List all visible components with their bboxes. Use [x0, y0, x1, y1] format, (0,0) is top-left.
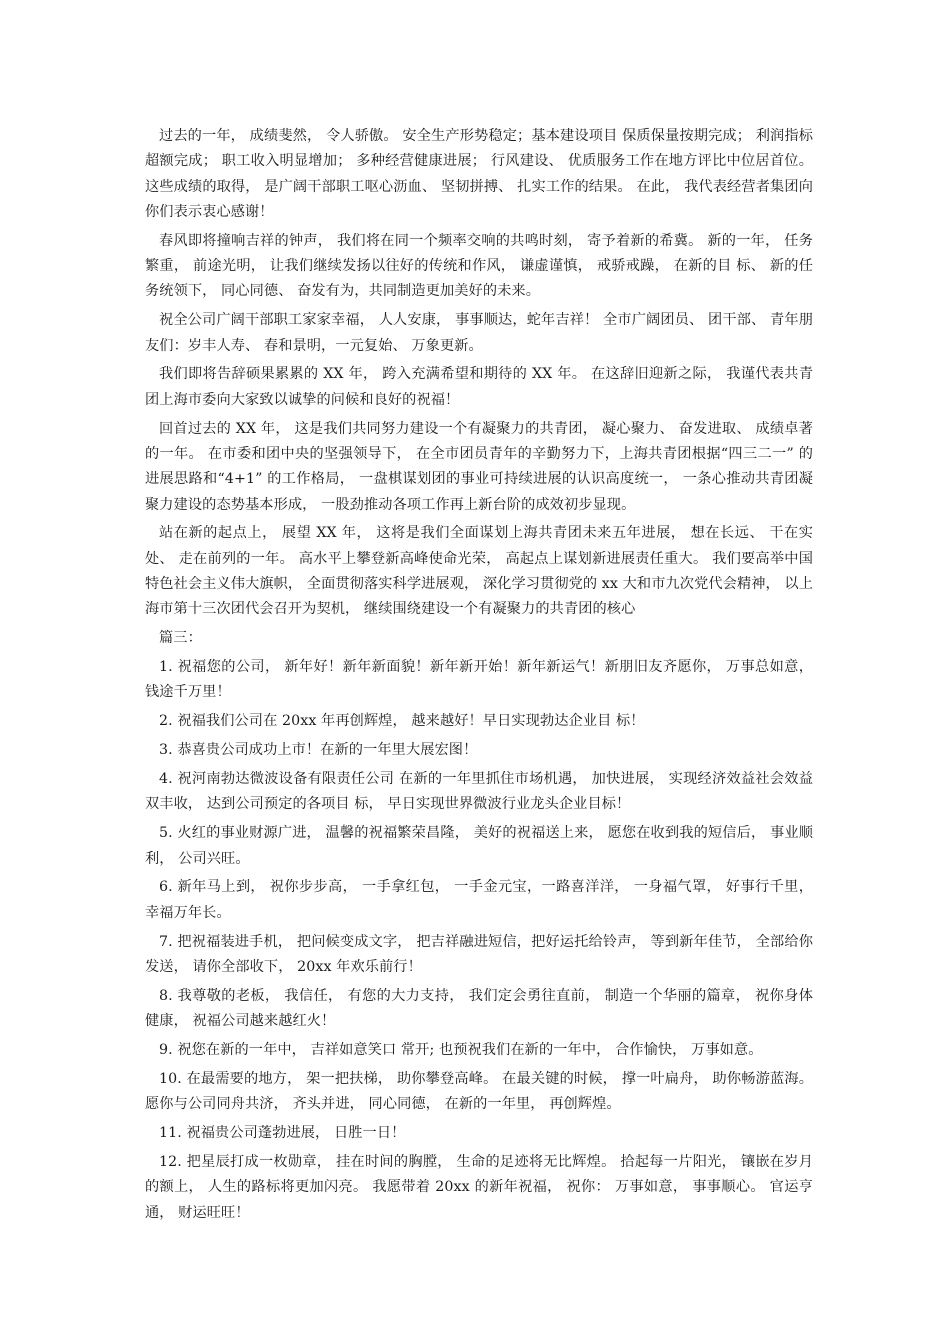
list-item: 3. 恭喜贵公司成功上市！在新的一年里大展宏图！ [159, 742, 478, 759]
list-item: 4. 祝河南勃达微波设备有限责任公司 在新的一年里抓住市场机遇， 加快进展， 实现经济效益社会效益双丰收， 达到公司预定的各项目 标， 早日实现世界微波行业龙头企业目标！ [145, 771, 813, 813]
list-item: 2. 祝福我们公司在 20xx 年再创辉煌， 越来越好！早日实现勃达企业目 标！ [159, 713, 645, 730]
list-item: 10. 在最需要的地方， 架一把扶梯， 助你攀登高峰。 在最关键的时候， 撑一叶扁舟， 助你畅游蓝海。 愿你与公司同舟共济， 齐头并进， 同心同德， 在新的一年里， 再创辉煌。 [145, 1070, 813, 1113]
paragraph-new-start: 站在新的起点上， 展望 XX 年， 这将是我们全面谋划上海共青团未来五年进展， 想在长远、 干在实处、 走在前列的一年。 高水平上攀登新高峰使命光荣， 高起点上谋划新进展责任重大。 我们要高举中国特色社会主义伟大旗帜， 全面贯彻落实科学进展观， 深化学习贯彻党的 xx 大和市九次党代会精神， 以上海市第十三次团代会召开为契机， 继续围绕建设一个有凝聚力的共青团的核心 [145, 525, 813, 618]
list-item: 1. 祝福您的公司， 新年好！新年新面貌！新年新开始！新年新运气！新朋旧友齐愿你， 万事总如意， 钱途千万里！ [145, 659, 813, 701]
paragraph-summary: 过去的一年， 成绩斐然， 令人骄傲。 安全生产形势稳定；基本建设项目 保质保量按期完成； 利润指标超额完成； 职工收入明显增加； 多种经营健康进展； 行风建设、 优质服务工作在地方评比中位居首位。 这些成绩的取得， 是广阔干部职工呕心沥血、 坚韧拼搏、 扎实工作的结果。 在此， 我代表经营者集团向你们表示衷心感谢！ [145, 128, 813, 220]
list-item: 6. 新年马上到， 祝你步步高， 一手拿红包， 一手金元宝，一路喜洋洋， 一身福气罩， 好事行千里， 幸福万年长。 [145, 879, 813, 921]
section-heading: 篇三： [159, 630, 202, 647]
list-item: 11. 祝福贵公司蓬勃进展， 日胜一日！ [159, 1125, 406, 1142]
paragraph-wishes: 祝全公司广阔干部职工家家幸福， 人人安康， 事事顺达，蛇年吉祥！ 全市广阔团员、 团干部、 青年朋友们：岁丰人寿、 春和景明，一元复始、 万象更新。 [145, 312, 813, 354]
list-item: 7. 把祝福装进手机， 把问候变成文字， 把吉祥融进短信，把好运托给铃声， 等到新年佳节， 全部给你发送， 请你全部收下， 20xx 年欢乐前行！ [145, 933, 813, 975]
document-body [145, 124, 813, 1229]
list-item: 5. 火红的事业财源广进， 温馨的祝福繁荣昌隆， 美好的祝福送上来， 愿您在收到我的短信后， 事业顺利， 公司兴旺。 [145, 825, 813, 867]
paragraph-farewell: 我们即将告辞硕果累累的 XX 年， 跨入充满希望和期待的 XX 年。 在这辞旧迎新之际， 我谨代表共青团上海市委向大家致以诚挚的问候和良好的祝福！ [145, 366, 813, 408]
paragraph-review: 回首过去的 XX 年， 这是我们共同努力建设一个有凝聚力的共青团， 凝心聚力、 奋发进取、 成绩卓著的一年。 在市委和团中央的坚强领导下， 在全市团员青年的辛勤努力下，上海共青团根据“四三二一” 的进展思路和“4+1” 的工作格局， 一盘棋谋划团的事业可持续进展的认识高度统一， 一条心推动共青团凝聚力建设的态势基本形成， 一股劲推动各项工作再上新台阶的成效初步显现。 [145, 420, 813, 513]
list-item: 12. 把星辰打成一枚勋章， 挂在时间的胸膛， 生命的足迹将无比辉煌。 拾起每一片阳光， 镶嵌在岁月 的额上， 人生的路标将更加闪亮。 我愿带着 20xx 的新年祝福， 祝你： 万事如意， 事事顺心。 官运亨通， 财运旺旺！ [145, 1153, 813, 1221]
paragraph-outlook: 春风即将撞响吉祥的钟声， 我们将在同一个频率交响的共鸣时刻， 寄予着新的希冀。 新的一年， 任务繁重， 前途光明， 让我们继续发扬以往好的传统和作风， 谦虚谨慎， 戒骄戒躁， 在新的目 标、 新的任务统领下， 同心同德、 奋发有为，共同制造更加美好的未来。 [145, 232, 813, 300]
list-item: 9. 祝您在新的一年中， 吉祥如意笑口 常开; 也预祝我们在新的一年中， 合作愉快， 万事如意。 [159, 1042, 763, 1058]
list-item: 8. 我尊敬的老板， 我信任， 有您的大力支持， 我们定会勇往直前， 制造一个华丽的篇章， 祝你身体健康， 祝福公司越来越红火！ [145, 987, 813, 1030]
